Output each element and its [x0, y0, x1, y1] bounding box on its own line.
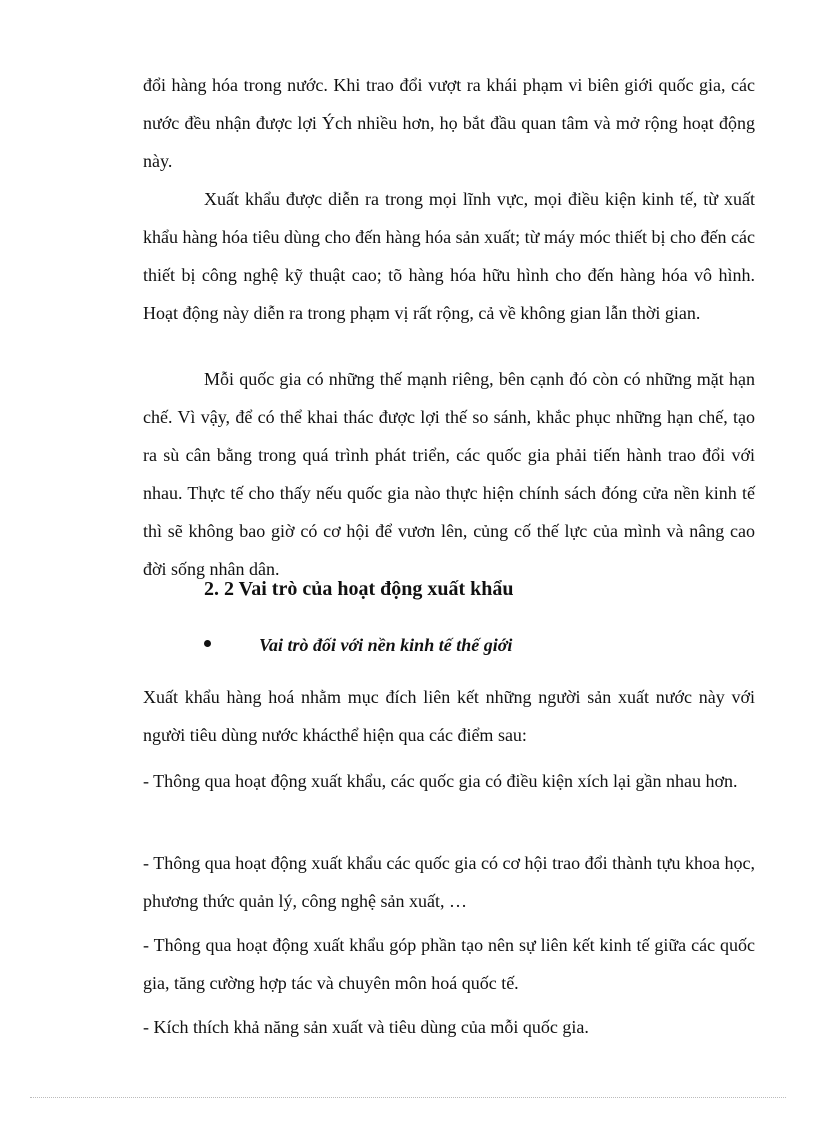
intro-paragraph: Xuất khẩu hàng hoá nhằm mục đích liên kết những người sản xuất nước này với người tiêu dùng nước khácthể hiện qua các điểm sau:	[143, 687, 755, 745]
section-heading: 2. 2 Vai trò của hoạt động xuất khẩu	[204, 578, 514, 600]
bullet-item	[204, 627, 764, 663]
page-bottom-divider	[30, 1097, 786, 1098]
bullet-text: Vai trò đối với nền kinh tế thế giới	[259, 635, 513, 655]
point-item: - Kích thích khả năng sản xuất và tiêu dùng của mỗi quốc gia.	[143, 1017, 589, 1037]
paragraph-continuation: đổi hàng hóa trong nước. Khi trao đổi vượt ra khái phạm vi biên giới quốc gia, các nước đều nhận được lợi Ých nhiều hơn, họ bắt đầu quan tâm và mở rộng hoạt động này.	[143, 75, 755, 171]
point-item: - Thông qua hoạt động xuất khẩu các quốc gia có cơ hội trao đổi thành tựu khoa học, phương thức quản lý, công nghệ sản xuất, …	[143, 853, 755, 911]
bullet-icon	[204, 640, 211, 647]
paragraph-national-strengths: Mỗi quốc gia có những thế mạnh riêng, bên cạnh đó còn có những mặt hạn chế. Vì vậy, để có thể khai thác được lợi thế so sánh, khắc phục những hạn chế, tạo ra sù cân bằng trong quá trình phát triển, các quốc gia phải tiến hành trao đổi với nhau. Thực tế cho thấy nếu quốc gia nào thực hiện chính sách đóng cửa nền kinh tế thì sẽ không bao giờ có cơ hội để vươn lên, củng cố thế lực của mình và nâng cao đời sống nhân dân.	[143, 369, 755, 579]
paragraph-export-scope: Xuất khẩu được diễn ra trong mọi lĩnh vực, mọi điều kiện kinh tế, từ xuất khẩu hàng hóa tiêu dùng cho đến hàng hóa sản xuất; từ máy móc thiết bị cho đến các thiết bị công nghệ kỹ thuật cao; tõ hàng hóa hữu hình cho đến hàng hóa vô hình. Hoạt động này diễn ra trong phạm vị rất rộng, cả về không gian lẫn thời gian.	[143, 189, 755, 323]
point-item: - Thông qua hoạt động xuất khẩu góp phần tạo nên sự liên kết kinh tế giữa các quốc gia, tăng cường hợp tác và chuyên môn hoá quốc tế.	[143, 935, 755, 993]
point-item: - Thông qua hoạt động xuất khẩu, các quốc gia có điều kiện xích lại gần nhau hơn.	[143, 771, 738, 791]
